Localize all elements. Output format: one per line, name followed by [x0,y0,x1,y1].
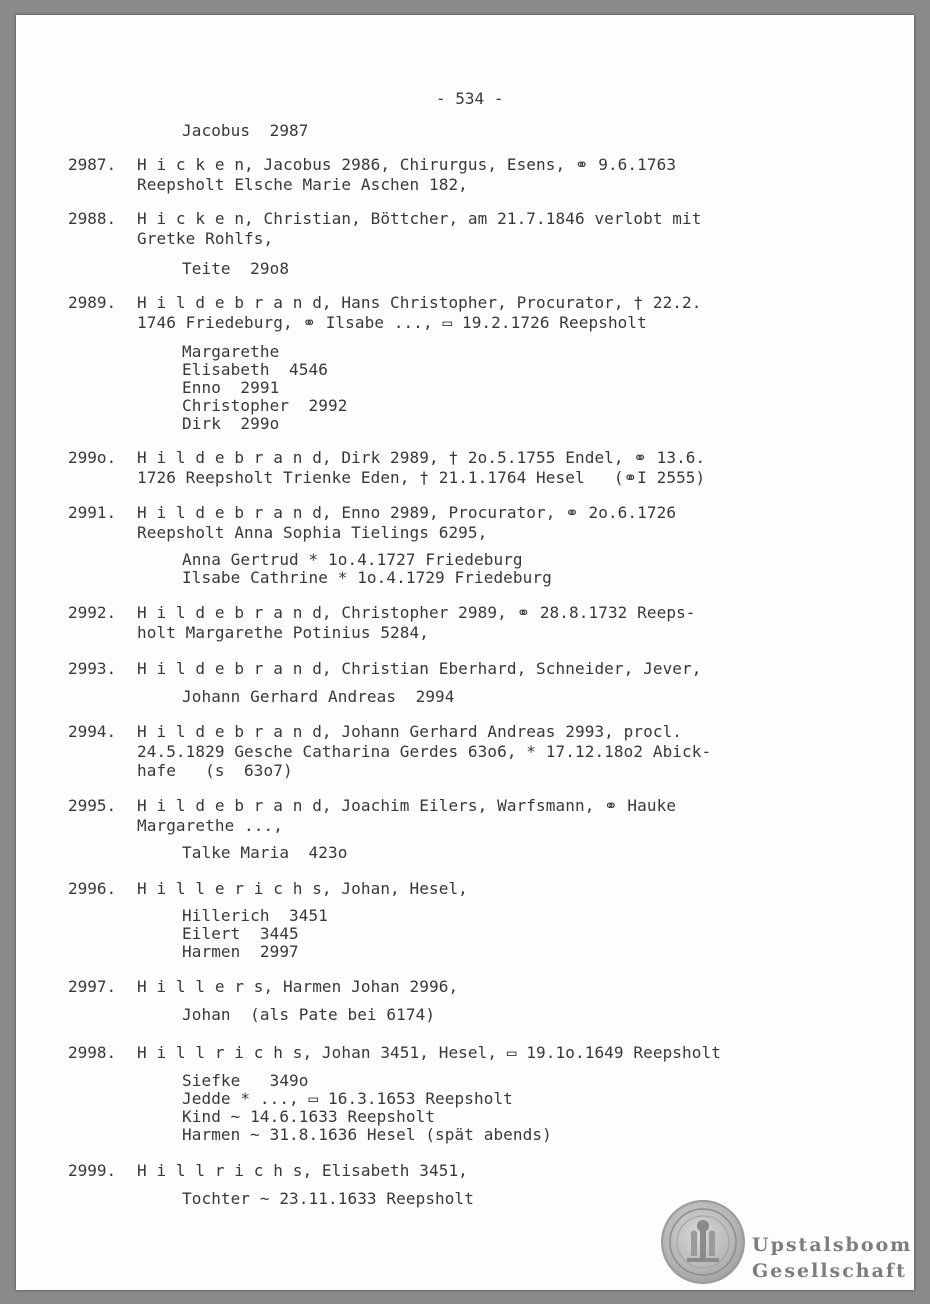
entry-heading-line: H i c k e n, Christian, Böttcher, am 21.7.1846 verlobt mit [137,209,702,228]
entry-text-line: Harmen ~ 31.8.1636 Hesel (spät abends) [182,1125,552,1144]
entry-number: 299o. [68,448,117,467]
entry-heading-line: H i l d e b r a n d, Johann Gerhard Andreas 2993, procl. [137,722,683,741]
entry-number: 2998. [68,1043,117,1062]
entry-heading-line: H i l l e r s, Harmen Johan 2996, [137,977,459,996]
entry-text-line: Jacobus 2987 [182,121,309,140]
entry-number: 2993. [68,659,117,678]
society-name-line1: Upstalsboom [752,1234,913,1256]
entry-text-line: 1726 Reepsholt Trienke Eden, † 21.1.1764 Hesel (⚭I 2555) [137,468,706,487]
entry-heading-line: H i l l r i c h s, Elisabeth 3451, [137,1161,468,1180]
entry-number: 2988. [68,209,117,228]
entry-heading-line: H i c k e n, Jacobus 2986, Chirurgus, Esens, ⚭ 9.6.1763 [137,155,677,174]
entry-text-line: Johan (als Pate bei 6174) [182,1005,436,1024]
entry-text-line: Reepsholt Anna Sophia Tielings 6295, [137,523,488,542]
entry-text-line: Siefke 349o [182,1071,309,1090]
entry-heading-line: H i l l e r i c h s, Johan, Hesel, [137,879,468,898]
entry-text-line: Ilsabe Cathrine * 1o.4.1729 Friedeburg [182,568,552,587]
entry-number: 2987. [68,155,117,174]
entry-text-line: holt Margarethe Potinius 5284, [137,623,429,642]
entry-number: 2989. [68,293,117,312]
seal-icon [661,1200,745,1284]
entry-heading-line: H i l d e b r a n d, Hans Christopher, Procurator, † 22.2. [137,293,702,312]
entry-text-line: Johann Gerhard Andreas 2994 [182,687,455,706]
entry-number: 2994. [68,722,117,741]
entry-text-line: hafe (s 63o7) [137,761,293,780]
entry-number: 2997. [68,977,117,996]
entry-number: 2995. [68,796,117,815]
entry-text-line: Elisabeth 4546 [182,360,328,379]
entry-heading-line: H i l d e b r a n d, Dirk 2989, † 2o.5.1755 Endel, ⚭ 13.6. [137,448,706,467]
society-name [752,1232,912,1284]
society-name-line2: Gesellschaft [752,1260,907,1282]
entry-text-line: Eilert 3445 [182,924,299,943]
entry-number: 2992. [68,603,117,622]
entry-text-line: Harmen 2997 [182,942,299,961]
document-page [16,15,914,1290]
entry-number: 2996. [68,879,117,898]
entry-heading-line: H i l l r i c h s, Johan 3451, Hesel, ▭ 19.1o.1649 Reepsholt [137,1043,721,1062]
entry-heading-line: H i l d e b r a n d, Enno 2989, Procurator, ⚭ 2o.6.1726 [137,503,677,522]
entry-heading-line: H i l d e b r a n d, Christopher 2989, ⚭ 28.8.1732 Reeps- [137,603,696,622]
entry-text-line: Anna Gertrud * 1o.4.1727 Friedeburg [182,550,523,569]
entry-text-line: 1746 Friedeburg, ⚭ Ilsabe ..., ▭ 19.2.1726 Reepsholt [137,313,647,332]
entry-text-line: Kind ~ 14.6.1633 Reepsholt [182,1107,436,1126]
page-number: - 534 - [436,89,504,108]
entry-text-line: Jedde * ..., ▭ 16.3.1653 Reepsholt [182,1089,513,1108]
entry-text-line: Margarethe [182,342,280,361]
entry-text-line: Gretke Rohlfs, [137,229,274,248]
entry-heading-line: H i l d e b r a n d, Christian Eberhard, Schneider, Jever, [137,659,702,678]
entry-text-line: Margarethe ..., [137,816,283,835]
entry-text-line: 24.5.1829 Gesche Catharina Gerdes 63o6, * 17.12.18o2 Abick- [137,742,712,761]
entry-text-line: Teite 29o8 [182,259,290,278]
entry-text-line: Christopher 2992 [182,396,348,415]
society-seal [661,1200,745,1284]
entry-text-line: Hillerich 3451 [182,906,328,925]
entry-number: 2991. [68,503,117,522]
entry-heading-line: H i l d e b r a n d, Joachim Eilers, Warfsmann, ⚭ Hauke [137,796,677,815]
entry-text-line: Dirk 299o [182,414,280,433]
entry-text-line: Talke Maria 423o [182,843,348,862]
entry-text-line: Enno 2991 [182,378,280,397]
entry-text-line: Reepsholt Elsche Marie Aschen 182, [137,175,468,194]
entry-text-line: Tochter ~ 23.11.1633 Reepsholt [182,1189,474,1208]
entry-number: 2999. [68,1161,117,1180]
